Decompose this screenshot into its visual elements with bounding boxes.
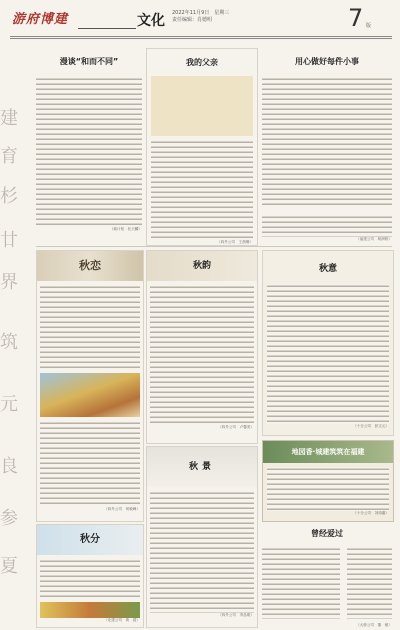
article-byline: （福建公司 柯润桥） — [356, 237, 392, 241]
article-harmony — [36, 48, 142, 246]
article-body — [151, 140, 253, 240]
side-character: 廿 — [0, 230, 18, 251]
poem-body — [347, 547, 393, 619]
article-autumn-equinox — [36, 524, 144, 628]
article-body — [36, 77, 142, 227]
article-body — [267, 467, 389, 511]
article-byline: （翁计划 杜天麟） — [109, 227, 142, 231]
article-title: 我的父亲 — [186, 58, 218, 67]
article-quote — [262, 215, 392, 237]
side-character: 建 — [0, 108, 18, 129]
side-character: 筑 — [0, 332, 18, 353]
article-autumn-charm — [146, 250, 258, 444]
section-divider — [36, 246, 392, 247]
poem-body — [262, 547, 340, 619]
article-small-things — [262, 48, 392, 246]
side-character: 育 — [0, 146, 18, 167]
article-body — [40, 559, 140, 599]
article-intro-box — [151, 76, 253, 136]
article-once-loved — [262, 524, 392, 626]
masthead — [0, 0, 400, 38]
article-title: 秋分 — [80, 534, 100, 545]
article-byline: （十分公司 彭文元） — [353, 424, 389, 428]
article-body — [267, 284, 389, 424]
article-title: 秋景 — [188, 462, 215, 472]
page-number: 7 — [348, 4, 364, 32]
title-banner — [37, 251, 143, 281]
article-fujian-box — [262, 440, 394, 522]
issue-date: 2022年11月9日 星期三 — [172, 10, 230, 16]
article-autumn-scenery — [146, 446, 258, 628]
article-body — [262, 77, 392, 207]
editor-credit: 责任编辑：肖德明 — [172, 17, 213, 23]
article-title: 秋恋 — [79, 259, 101, 272]
side-character: 良 — [0, 456, 18, 477]
article-byline: （四外公司 王晨琳） — [217, 240, 253, 244]
autumn-photo — [40, 373, 140, 417]
title-banner — [147, 447, 257, 487]
article-byline: （北建公司 黄 超） — [104, 618, 140, 622]
section-title: 文化 — [137, 13, 165, 29]
article-title: 漫谈“和而不同” — [59, 57, 119, 66]
title-banner — [263, 441, 393, 463]
article-title: 地园香·城建筑筑在福建 — [291, 448, 365, 456]
newspaper-logo: 游府博建 — [12, 12, 69, 27]
article-title: 秋意 — [318, 264, 337, 274]
side-character: 界 — [0, 272, 18, 293]
article-body — [150, 491, 254, 613]
side-character: 元 — [0, 394, 18, 415]
article-autumn-love — [36, 250, 144, 522]
article-byline: （四外公司 卢馨美） — [218, 425, 254, 429]
side-character: 夏 — [0, 556, 18, 577]
title-banner — [147, 251, 257, 281]
article-autumn-meaning — [262, 250, 394, 436]
logo-underline — [78, 28, 136, 29]
article-body — [150, 285, 254, 425]
article-byline: （四外公司 李品明） — [218, 613, 254, 617]
article-byline: （十分公司 刘再蕃） — [353, 511, 389, 515]
article-body — [40, 285, 140, 369]
side-character: 参 — [0, 508, 18, 529]
dateline — [172, 10, 229, 24]
article-body — [40, 421, 140, 507]
article-title: 用心做好每件小事 — [295, 57, 359, 66]
side-character: 杉 — [0, 186, 18, 207]
article-byline: （大桥公司 董 敏） — [356, 623, 392, 627]
article-father — [146, 48, 258, 246]
autumn-photo — [40, 602, 140, 618]
article-byline: （四外公司 何敏峰） — [104, 507, 140, 511]
article-title: 曾经爱过 — [311, 529, 343, 538]
header-rule — [10, 36, 392, 37]
title-banner — [37, 525, 143, 555]
page-label: 版 — [366, 23, 372, 29]
article-title: 秋韵 — [192, 261, 211, 271]
header-rule — [10, 38, 392, 39]
